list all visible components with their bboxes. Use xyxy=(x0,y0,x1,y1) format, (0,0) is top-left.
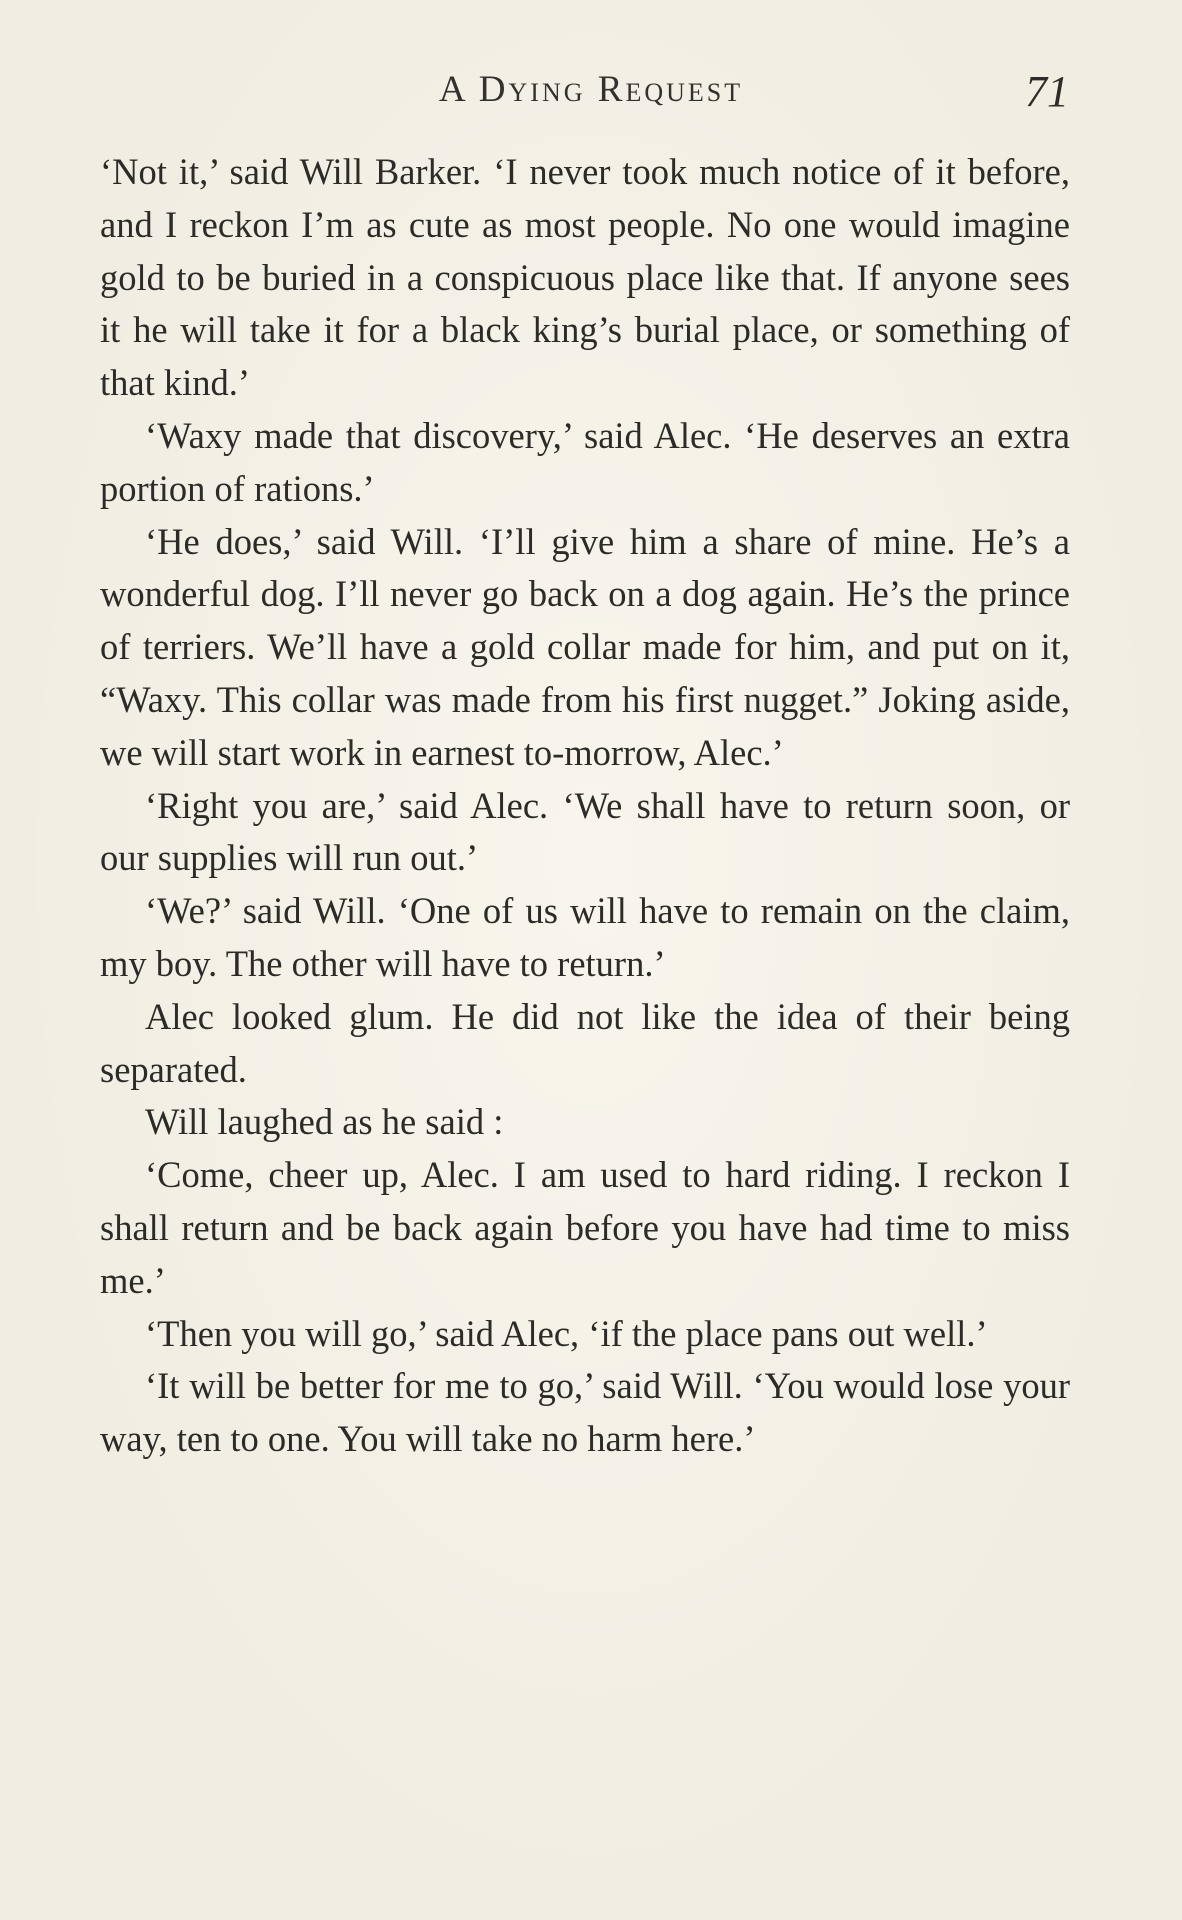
running-head xyxy=(0,62,1182,122)
paragraph: Alec looked glum. He did not like the idea of their being separated. xyxy=(100,995,1070,1090)
page-number: 71 xyxy=(1025,67,1069,116)
paragraph: ‘Come, cheer up, Alec. I am used to hard riding. I reckon I shall return and be back again before you have had time to miss me.’ xyxy=(100,1154,1070,1301)
paragraph: ‘Right you are,’ said Alec. ‘We shall have to return soon, or our supplies will run out.’ xyxy=(100,784,1070,879)
body-text xyxy=(100,146,1070,1466)
paragraph: ‘Then you will go,’ said Alec, ‘if the place pans out well.’ xyxy=(145,1312,988,1354)
paragraph: ‘He does,’ said Will. ‘I’ll give him a share of mine. He’s a wonderful dog. I’ll never go back on a dog again. He’s the prince of terriers. We’ll have a gold collar made for him, and put on it, “Waxy. This collar was made from his first nugget.” Joking aside, we will start work in earnest to-morrow, Alec.’ xyxy=(100,520,1070,773)
paragraph: ‘Not it,’ said Will Barker. ‘I never took much notice of it before, and I reckon I’m as cute as most people. No one would imagine gold to be buried in a conspicuous place like that. If anyone sees it he will take it for a black king’s burial place, or something of that kind.’ xyxy=(100,151,1070,404)
paragraph: ‘It will be better for me to go,’ said Will. ‘You would lose your way, ten to one. You will take no harm here.’ xyxy=(100,1365,1070,1460)
paragraph: Will laughed as he said : xyxy=(145,1101,504,1143)
paragraph: ‘Waxy made that discovery,’ said Alec. ‘He deserves an extra portion of rations.’ xyxy=(100,414,1070,509)
paragraph: ‘We?’ said Will. ‘One of us will have to remain on the claim, my boy. The other will have to return.’ xyxy=(100,890,1070,984)
chapter-title: A Dying Request xyxy=(438,69,744,110)
